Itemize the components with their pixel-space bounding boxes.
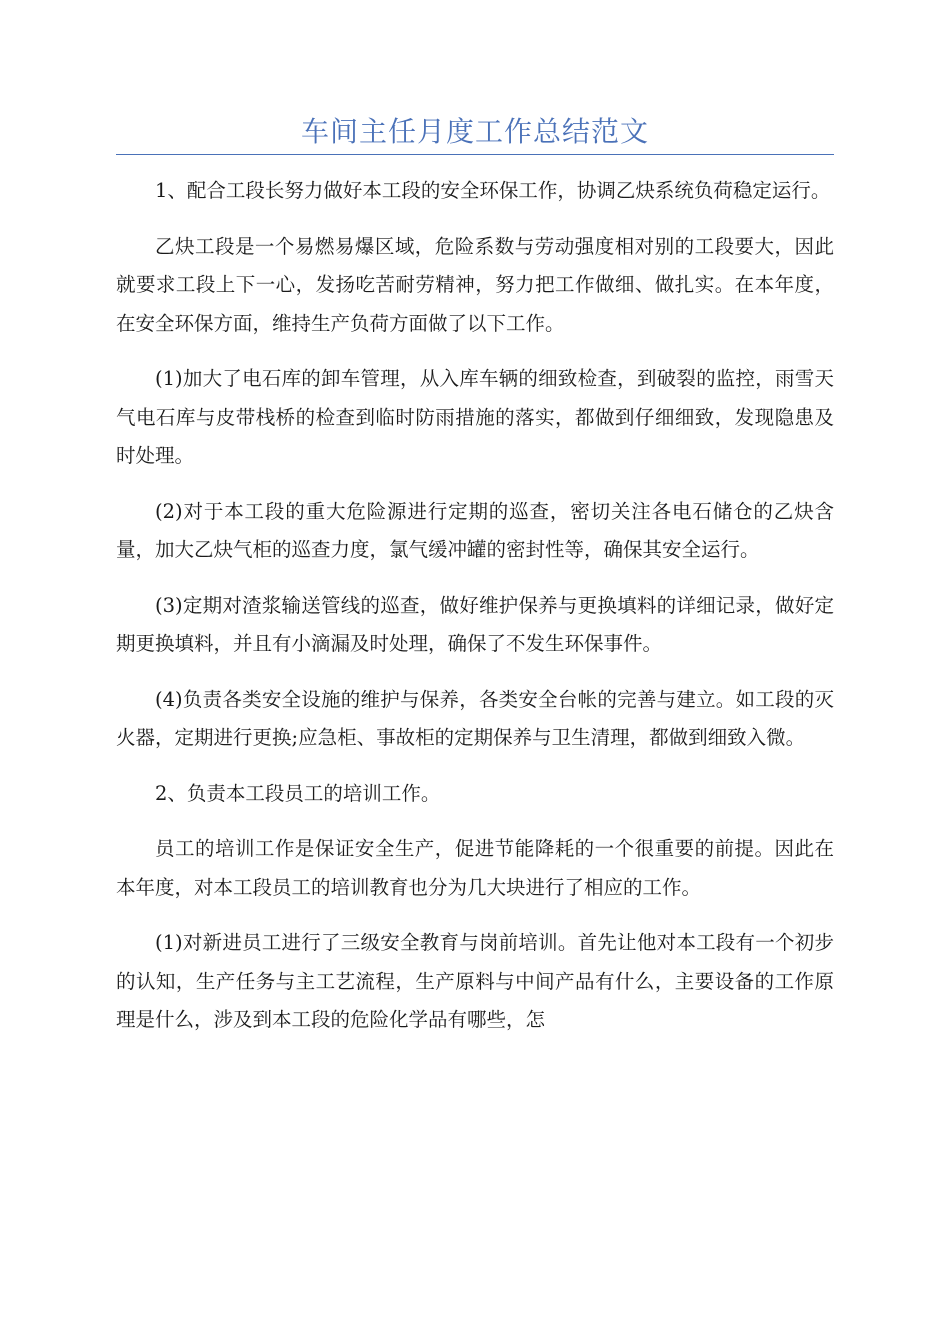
- paragraph-5: (3)定期对渣浆输送管线的巡查，做好维护保养与更换填料的详细记录，做好定期更换填料，并且有小滴漏及时处理，确保了不发生环保事件。: [116, 593, 834, 655]
- paragraph-3: (1)加大了电石库的卸车管理，从入库车辆的细致检查，到破裂的监控，雨雪天气电石库与皮带栈桥的检查到临时防雨措施的落实，都做到仔细细致，发现隐患及时处理。: [116, 367, 834, 467]
- paragraph-7: 2、负责本工段员工的培训工作。: [155, 781, 441, 805]
- document-body: [116, 172, 834, 1057]
- title-underline: [116, 154, 834, 155]
- paragraph-9: (1)对新进员工进行了三级安全教育与岗前培训。首先让他对本工段有一个初步的认知，生产任务与主工艺流程，生产原料与中间产品有什么，主要设备的工作原理是什么，涉及到本工段的危险化学品有哪些，怎: [116, 931, 834, 1031]
- paragraph-1: 1、配合工段长努力做好本工段的安全环保工作，协调乙炔系统负荷稳定运行。: [155, 179, 831, 202]
- paragraph-8: 员工的培训工作是保证安全生产，促进节能降耗的一个很重要的前提。因此在本年度，对本工段员工的培训教育也分为几大块进行了相应的工作。: [116, 837, 834, 899]
- document-title: 车间主任月度工作总结范文: [300, 115, 649, 148]
- paragraph-2: 乙炔工段是一个易燃易爆区域，危险系数与劳动强度相对别的工段要大，因此就要求工段上下一心，发扬吃苦耐劳精神，努力把工作做细、做扎实。在本年度，在安全环保方面，维持生产负荷方面做了以下工作。: [116, 234, 834, 335]
- paragraph-4: (2)对于本工段的重大危险源进行定期的巡查，密切关注各电石储仓的乙炔含量，加大乙炔气柜的巡查力度，氯气缓冲罐的密封性等，确保其安全运行。: [116, 499, 834, 561]
- paragraph-6: (4)负责各类安全设施的维护与保养，各类安全台帐的完善与建立。如工段的灭火器，定期进行更换;应急柜、事故柜的定期保养与卫生清理，都做到细致入微。: [116, 687, 834, 749]
